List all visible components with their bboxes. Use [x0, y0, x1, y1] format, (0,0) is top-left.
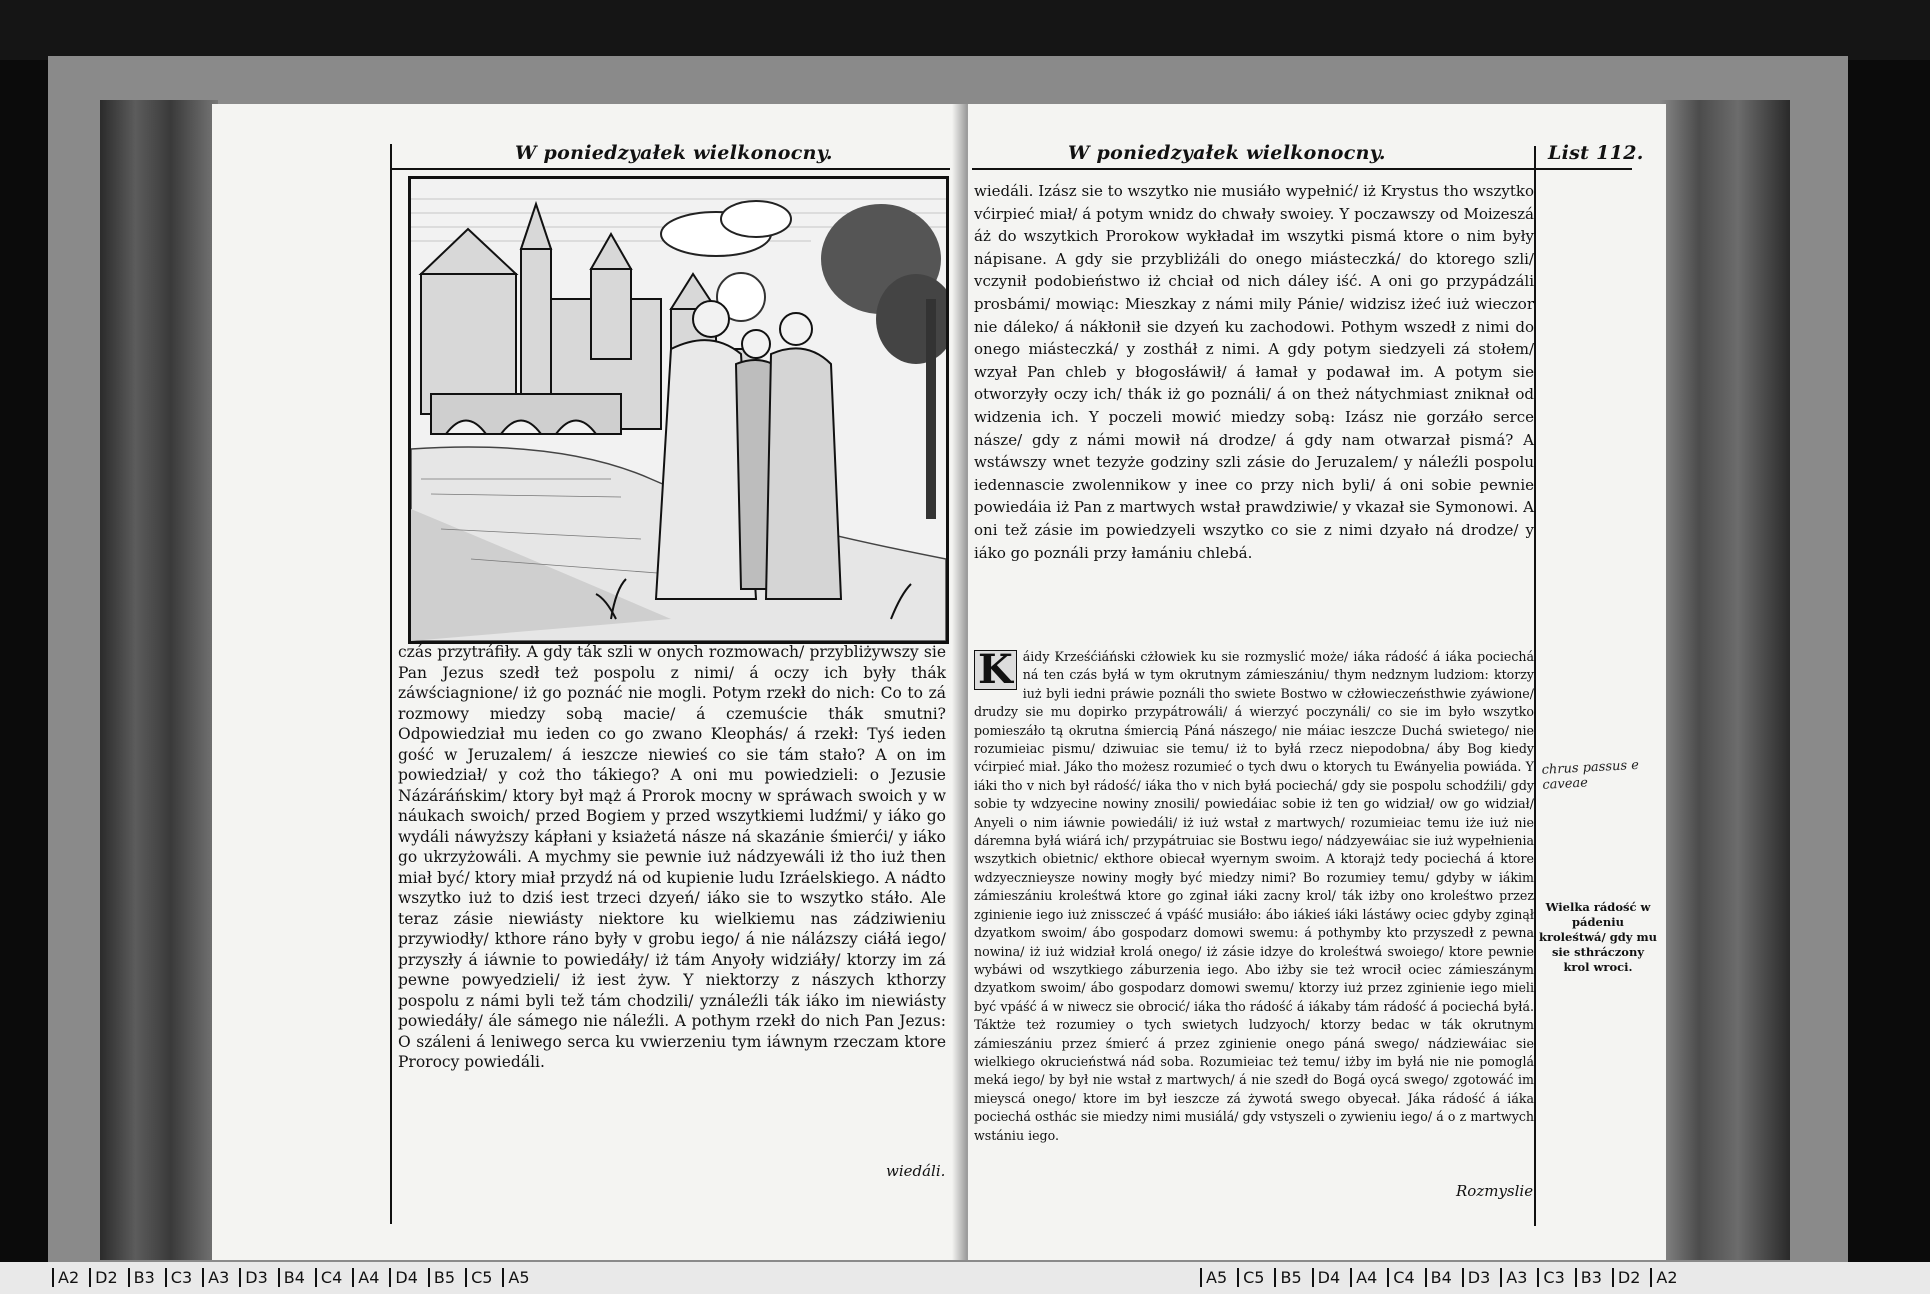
strip-label: D2	[89, 1268, 128, 1287]
strip-label: A4	[1350, 1268, 1387, 1287]
strip-label: A4	[352, 1268, 389, 1287]
left-catchword: wiedáli.	[886, 1162, 946, 1180]
film-strip-labels-right	[1200, 1268, 1688, 1287]
left-header-rule	[390, 168, 950, 170]
strip-label: B5	[428, 1268, 465, 1287]
strip-label: A2	[1650, 1268, 1687, 1287]
strip-label: D4	[389, 1268, 428, 1287]
book-fore-edge-left	[100, 100, 218, 1260]
commentary-paragraph: áidy Krześćiáński cżłowiek ku sie rozmyslić może/ iáka rádość á iáka pociechá ná ten czás byłá w tym okrutnym zámieszániu/ thym nedznym ludziom: ktorzy iuż byli iedni práwie poználi tho swiete Bostwo w cżłowieczeństhwie zyáwione/ drudzy sie mu dopirko przypátrowáli/ á wierzyć poczynáli/ co sie im było wszytko pomieszáło tą okrutna śmiercią Páná nászego/ nie máiac ieszcze Duchá swietego/ nie rozumieiac pismu/ dziwuiac sie temu/ iż to byłá rzecz niepodobna/ áby Bog kiedy vćirpieć miał. Jáko tho możesz rozumieć o tych dwu o ktorych tu Ewányelia powiáda. Y iáki tho v nich był rádość/ iáka tho v nich byłá pociechá/ gdy sie pospolu schodźili/ gdy sobie ty wdzyecine nowiny znosili/ powiedáiac sobie iż ten go widział/ ow go widział/ Anyeli o nim iáwnie powiedáli/ iż iuż wstał z martwych/ rozumieiac temu iże iuż nie dáremna byłá wiárá ich/ przypátruiac sie Bostwu iego/ nádzyewáiac sie iuż wypełnienia wszytkich obietnic/ ekthore obiecał wyernym swoim. A ktorajż tedy pociechá á ktore wdzyecznieysze nowiny mogły być miedzy nimi? Bo rozumiey temu/ gdyby w iákim zámieszániu kroleśtwá ktore go zginał iáki zacny krol/ ták iżby ono kroleśtwo przez zginienie iego iuż znissczeć á vpáść musiáło: ábo iákieś iáki lástáwy ociec gdyby zginął dzyatkom swoim/ ábo gospodarz domowi swemu: á pothymby kto przyszedł z pewna nowina/ iż iuż widział krolá onego/ iż zásie idzye do kroleśtwá swoiego/ ktore pewnie wybáwi od wszytkiego záburzenia iego. Abo iżby sie też wrocił ociec zámieszánym dzyatkom swoim/ ábo gospodarz domowi swemu/ ktorzy iuż przez zginienie iego mieli być vpáść á w niwecz sie obrocić/ iáka tho rádość á iákaby tám rádość á pociechá byłá. Táktże też rozumiey o tych swietych ludzyoch/ ktorzy bedac w ták okrutnym zámieszániu przez śmierć á przez zginienie onego páná swego/ nádziewáiac sie wielkiego okrucieństwá nád soba. Rozumieiac też temu/ iżby im byłá nie nie pomoglá meká iego/ by był nie wstał z martwych/ á nie szedł do Bogá oycá swego/ zgotowáć im mieyscá onego/ ktore im był ieszcze zá żywotá swego obyecał. Jáka rádość á iáka pociechá osthác sie miedzy nimi musiálá/ gdy vstyszeli o zywieniu iego/ á o z martwych wstániu iego.	[974, 649, 1534, 1143]
book-fore-edge-right	[1660, 100, 1790, 1260]
strip-label: C3	[1537, 1268, 1574, 1287]
strip-label: D4	[1312, 1268, 1351, 1287]
strip-label: C3	[165, 1268, 202, 1287]
right-margin-rule	[1534, 146, 1536, 1226]
strip-label: A5	[502, 1268, 539, 1287]
strip-label: A2	[52, 1268, 89, 1287]
strip-label: A5	[1200, 1268, 1237, 1287]
strip-label: B3	[1575, 1268, 1612, 1287]
strip-label: D3	[239, 1268, 278, 1287]
strip-label: D3	[1462, 1268, 1501, 1287]
strip-label: A3	[202, 1268, 239, 1287]
right-catchword: Rozmyslie	[1456, 1182, 1534, 1200]
strip-label: B4	[1425, 1268, 1462, 1287]
strip-label: C4	[1387, 1268, 1424, 1287]
leaf-number-label: List 112.	[1548, 142, 1644, 164]
right-body-paragraph: wiedáli. Izász sie to wszytko nie musiáło wypełnić/ iż Krystus tho wszytko vćirpieć miał/ á potym wnidz do chwały swoiey. Y poczawszy od Moizeszá áż do wszytkich Prorokow wykładał im wszytki pismá ktore o nim były nápisane. A gdy sie przybliżáli do onego miásteczká/ do ktorego szli/ vczynił podobieństwo iż chciał od nich dáley iść. A oni go przypádzáli prosbámi/ mowiąc: Mieszkay z námi mily Pánie/ widzisz iżeć iuż wieczor nie dáleko/ á nákłonił sie dzyeń ku zachodowi. Pothym wszedł z nimi do onego miásteczká/ y zostháł z nimi. A gdy potym siedzyeli zá stołem/ wzyał Pan chleb y błogosłáwił/ á łamał y podawał im. A potym sie otworzyły oczy ich/ thák iż go poználi/ á on theż nátychmiast zniknał od widzenia ich. Y poczeli mowić miedzy sobą: Izász nie gorzáło serce násze/ gdy z námi mowił ná drodze/ á gdy nam otwarzał pismá? A wstáwszy wnet tezyże godziny szli zásie do Jeruzalem/ y náleźli pospolu iedennascie zwolennikow y inee co przy nich byli/ á oni sobie pewnie powiedáia iż Pan z martwych wstał prawdziwie/ y vkazał sie Symonowi. A oni tež zásie im powiedzyeli wszytko co sie z nimi dzyało ná drodze/ y iáko go poználi przy łamániu chlebá.	[974, 182, 1534, 562]
film-top-border	[0, 0, 1930, 60]
strip-label: C5	[465, 1268, 502, 1287]
left-running-head: W poniedzyałek wielkonocny.	[515, 142, 833, 164]
emmaus-woodcut-illustration	[408, 176, 949, 644]
right-running-head: W poniedzyałek wielkonocny.	[1068, 142, 1386, 164]
strip-label: A3	[1500, 1268, 1537, 1287]
right-page-gospel-text	[974, 180, 1534, 650]
strip-label: C5	[1237, 1268, 1274, 1287]
strip-label: B3	[128, 1268, 165, 1287]
right-header-rule	[972, 168, 1632, 170]
printed-marginal-note: Wielka rádość w pádeniu kroleśtwá/ gdy mu sie sthráczony krol wroci.	[1538, 900, 1658, 974]
film-strip-labels-left	[52, 1268, 540, 1287]
right-page-commentary	[974, 648, 1534, 1168]
strip-label: B5	[1274, 1268, 1311, 1287]
commentary-initial: K	[974, 650, 1017, 690]
strip-label: C4	[315, 1268, 352, 1287]
woodcut-drawing	[411, 179, 946, 641]
left-margin-rule	[390, 144, 392, 1224]
strip-label: D2	[1612, 1268, 1651, 1287]
handwritten-marginal-note: chrus passus e caveae	[1541, 757, 1640, 793]
left-body-paragraph: czás przytráfiły. A gdy ták szli w onych rozmowach/ przybliżywszy sie Pan Jezus szedł też pospolu z nimi/ á oczy ich były thák záwściagnione/ iż go poznáć nie mogli. Potym rzekł do nich: Co to zá rozmowy miedzy sobą macie/ á czemuście thák smutni? Odpowiedział mu ieden co go zwano Kleophás/ á rzekł: Tyś ieden gość w Jeruzalem/ á ieszcze niewieś co sie tám stało? A on im powiedział/ y coż tho tákiego? A oni mu powiedzieli: o Jezusie Názáráńskim/ ktory był mąż á Prorok mocny w spráwach swoich y w náukach swoich/ przed Bogiem y przed wszytkiemi ludźmi/ y iáko go wydáli náwyższy kápłani y ksiażetá násze ná skazánie śmierći/ y iáko go ukrzyżowáli. A mychmy sie pewnie iuż nádzyewáli iż tho iuż then miał być/ ktory miał przydź ná od kupienie ludu Izráelskiego. A nádto wszytko iuż to dziś iest trzeci dzyeń/ iáko sie to wszytko stáło. Ale teraz zásie niewiásty niektore ku wielkiemu nas zádziwieniu przywiodły/ kthore ráno były v grobu iego/ á nie nálázszy ciáłá iego/ przyszły á iáwnie to powiedáły/ iż tám Anyoły widziáły/ ktorzy im zá pewne powyedzieli/ iż iest żyw. Y niektorzy z nászych kthorzy pospolu z námi byli tež tám chodzili/ yználeźli ták iáko im niewiásty powiedáły/ ále sámego nie náleźli. A pothym rzekł do nich Pan Jezus: O száleni á leniwego serca ku vwierzeniu tym iáwnym rzeczam ktore Prorocy powiedáli.	[398, 643, 946, 1071]
left-page-gospel-text	[398, 642, 946, 1162]
strip-label: B4	[278, 1268, 315, 1287]
